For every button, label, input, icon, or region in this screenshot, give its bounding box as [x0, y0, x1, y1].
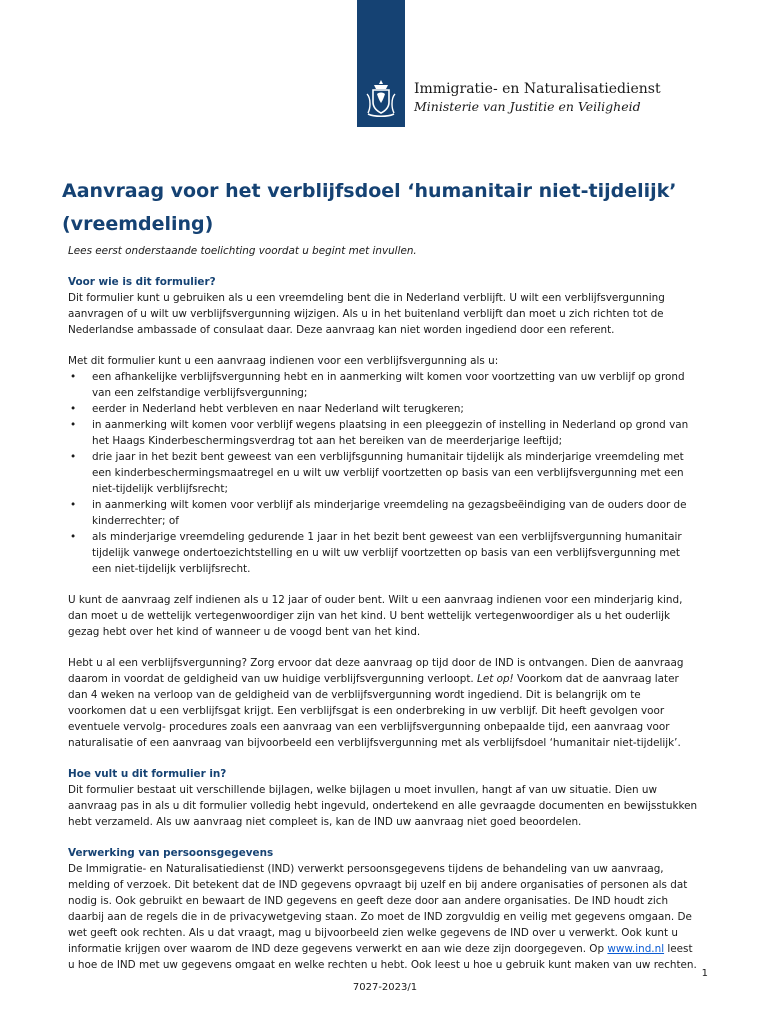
section-heading-for-whom: Voor wie is dit formulier?	[68, 276, 216, 288]
ind-website-link[interactable]: www.ind.nl	[607, 943, 665, 955]
crest-icon	[364, 78, 398, 118]
paragraph	[68, 655, 698, 751]
list-item: • in aanmerking wilt komen voor verblijf wegens plaatsing in een pleeggezin of instelling in Nederland op grond van het Haags Kinderbeschermingsverdrag tot aan het bereiken van de meerderjarige leeftijd;	[68, 417, 698, 449]
intro-text: Lees eerst onderstaande toelichting voordat u begint met invullen.	[68, 245, 417, 257]
text-segment: Hebt u al een verblijfsvergunning? Zorg ervoor dat deze aanvraag op tijd door de IND is ontvangen. Dien de aanvraag daarom in voordat de geldigheid van uw huidige verblijfsvergunning verloopt.	[68, 657, 684, 685]
paragraph: U kunt de aanvraag zelf indienen als u 12 jaar of ouder bent. Wilt u een aanvraag indienen voor een minderjarig kind, dan moet u de wettelijk vertegenwoordiger zijn van het kind. U bent wettelijk vertegenwoordiger als u het ouderlijk gezag hebt over het kind of wanneer u de voogd bent van het kind.	[68, 594, 683, 638]
text-segment: Voorkom dat de aanvraag later dan 4 weken na verloop van de geldigheid van de verblijfsvergunning wordt ingediend. Dit is belangrijk om te voorkomen dat u een verblijfsgat krijgt. Een verblijfsgat is een onderbreking in uw verblijf. Dit heeft gevolgen voor eventuele vervolg- procedures zoals een aanvraag van een verblijfsvergunning onbepaalde tijd, een aanvraag voor naturalisatie of een aanvraag van bijvoorbeeld een verblijfsvergunning met als verblijfsdoel ‘humanitair niet-tijdelijk’.	[68, 673, 681, 749]
list-item: • in aanmerking wilt komen voor verblijf als minderjarige vreemdeling na gezagsbeëindiging van de ouders door de kinderrechter; of	[68, 497, 698, 529]
eligibility-list	[68, 369, 698, 577]
page-number: 1	[701, 968, 708, 979]
paragraph: Dit formulier kunt u gebruiken als u een vreemdeling bent die in Nederland verblijft. U wilt een verblijfsvergunning aanvragen of u wilt uw verblijfsvergunning wijzigen. Als u in het buitenland verblijft dan moet u zich richten tot de Nederlandse ambassade of consulaat daar. Deze aanvraag kan niet worden ingediend door een referent.	[68, 292, 665, 336]
page-title: Aanvraag voor het verblijfsdoel ‘humanitair niet-tijdelijk’ (vreemdeling)	[62, 180, 677, 235]
list-item: • drie jaar in het bezit bent geweest van een verblijfsgunning humanitair tijdelijk als minderjarige vreemdeling met een kinderbeschermingsmaatregel en u wilt uw verblijf voortzetten op basis van een verblijfsvergunning met een niet-tijdelijk verblijfsrecht;	[68, 449, 698, 497]
org-name: Immigratie- en Naturalisatiedienst	[414, 81, 661, 97]
list-item: • eerder in Nederland hebt verbleven en naar Nederland wilt terugkeren;	[68, 401, 698, 417]
document-number: 7027-2023/1	[352, 982, 418, 993]
ministry-name: Ministerie van Justitie en Veiligheid	[414, 99, 641, 114]
warning-text: Let op!	[477, 673, 514, 685]
section-heading-how-to-fill: Hoe vult u dit formulier in?	[68, 768, 227, 780]
list-item: • als minderjarige vreemdeling gedurende 1 jaar in het bezit bent geweest van een verblijfsvergunning humanitair tijdelijk vanwege ondertoezichtstelling en u wilt uw verblijf voortzetten op basis van een verblijfsvergunning met een niet-tijdelijk verblijfsrecht.	[68, 529, 698, 577]
text-segment: De Immigratie- en Naturalisatiedienst (IND) verwerkt persoonsgegevens tijdens de behandeling van uw aanvraag, melding of verzoek. Dit betekent dat de IND gegevens opvraagt bij uzelf en bij andere organisaties of personen als dat nodig is. Ook gebruikt en bewaart de IND gegevens en geeft deze door aan andere organisaties. De IND houdt zich daarbij aan de regels die in de privacywetgeving staan. Zo moet de IND zorgvuldig en veilig met gegevens omgaan. De wet geeft ook rechten. Als u dat vraagt, mag u bijvoorbeeld zien welke gegevens de IND over u verwerkt. Ook kunt u informatie krijgen over waarom de IND deze gegevens verwerkt en aan wie deze zijn doorgegeven. Op	[68, 863, 692, 955]
logo-band	[357, 0, 405, 127]
organisation-name	[414, 80, 661, 115]
paragraph	[68, 861, 698, 973]
section-heading-personal-data: Verwerking van persoonsgegevens	[68, 847, 274, 859]
list-intro: Met dit formulier kunt u een aanvraag indienen voor een verblijfsvergunning als u:	[68, 355, 499, 367]
paragraph: Dit formulier bestaat uit verschillende bijlagen, welke bijlagen u moet invullen, hangt af van uw situatie. Dien uw aanvraag pas in als u dit formulier volledig hebt ingevuld, ondertekend en alle gevraagde documenten en bewijsstukken hebt verzameld. Als uw aanvraag niet compleet is, kan de IND uw aanvraag niet goed beoordelen.	[68, 784, 698, 828]
text-segment: leest u hoe de IND met uw gegevens omgaat en welke rechten u hebt. Ook leest u hoe u gebruik kunt maken van uw rechten.	[68, 943, 697, 971]
explanation-body	[68, 243, 698, 973]
list-item: • een afhankelijke verblijfsvergunning hebt en in aanmerking wilt komen voor voortzetting van uw verblijf op grond van een zelfstandige verblijfsvergunning;	[68, 369, 698, 401]
